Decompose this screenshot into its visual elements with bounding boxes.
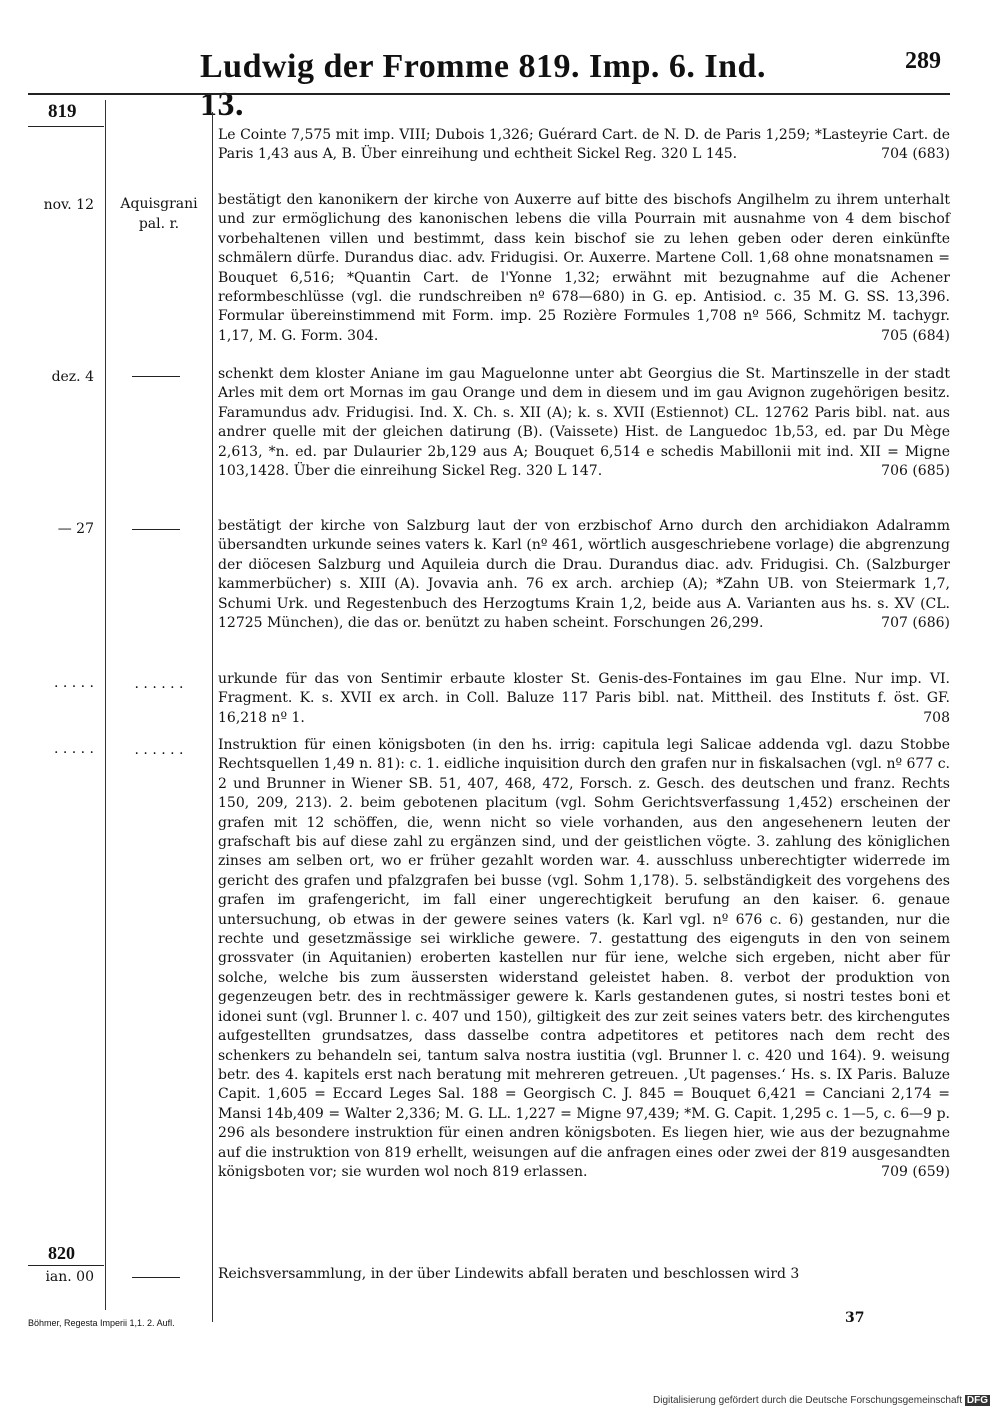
entry-text: urkunde für das von Sentimir erbaute kloster St. Genis-des-Fontaines im gau Elne. Nur imp. VI. Fragment. K. s. XVII ex arch. in Coll. Baluze 117 Paris bibl. nat. Mittheil. des Instituts f. öst. GF. 16,218 nº 1. <box>218 671 950 726</box>
year-marker-bottom: 820 <box>48 1243 75 1263</box>
dfg-logo: DFG <box>966 1395 988 1406</box>
entry-710 <box>218 1265 950 1284</box>
entry-date: nov. 12 <box>43 197 94 213</box>
entry-707 <box>218 517 950 633</box>
entry-date: . . . . . <box>53 675 94 691</box>
entry-705 <box>218 191 950 346</box>
entry-place: . . . . . . <box>134 742 184 758</box>
place-dash <box>132 376 180 377</box>
entry-text: bestätigt der kirche von Salzburg laut der von erzbischof Arno durch den archidiakon Adalramm übersandten urkunde seines vaters k. Karl (nº 461, wörtlich ausgeschriebene vorlage) die abgrenzung der diöcesen Salzburg und Aquileia durch die Drau. Durandus diac. adv. Fridugisi. Ch. (Salzburger kammerbücher) s. XIII (A). Jovavia anh. 76 ex arch. archiep (A); *Zahn UB. von Steiermark 1,7, Schumi Urk. und Regestenbuch des Herzogtums Krain 1,2, beide aus A. Varianten aus hs. s. XV (CL. 12725 München), die das or. benützt zu haben scheint. Forschungen 26,299. <box>218 518 950 632</box>
column-line-date <box>105 100 106 1310</box>
rule-top <box>28 93 950 95</box>
rule-year <box>28 126 104 127</box>
entry-706 <box>218 365 950 481</box>
footer-source: Böhmer, Regesta Imperii 1,1. 2. Aufl. <box>28 1318 175 1328</box>
place-dash <box>132 529 180 530</box>
entry-text: Reichsversammlung, in der über Lindewits abfall beraten und beschlossen wird 3 <box>218 1266 800 1282</box>
year-marker-top: 819 <box>48 101 77 122</box>
page-title: Ludwig der Fromme 819. Imp. 6. Ind. 13. <box>200 48 766 123</box>
signature-mark: 37 <box>845 1310 865 1326</box>
dfg-text: Digitalisierung gefördert durch die Deutsche Forschungsgemeinschaft <box>653 1395 963 1406</box>
entry-ref: 709 (659) <box>881 1163 950 1180</box>
entry-text: Le Cointe 7,575 mit imp. VIII; Dubois 1,326; Guérard Cart. de N. D. de Paris 1,259; *Lasteyrie Cart. de Paris 1,43 aus A, B. Über einreihung und echtheit Sickel Reg. 320 L 145. <box>218 127 950 163</box>
column-line-place <box>212 112 213 1322</box>
entry-text: bestätigt den kanonikern der kirche von Auxerre auf bitte des bischofs Angilhelm zu ihrem unterhalt und zur ermöglichung des kanonischen lebens die villa Pourrain mit ausnahme von 4 dem bischof vorbehaltenen villen und bestimmt, dass kein bischof sie zu lehen geben oder deren einkünfte schmälern dürfe. Durandus diac. adv. Fridugisi. Or. Auxerre. Martene Coll. 1,68 ohne monatsnamen = Bouquet 6,516; *Quantin Cart. de l'Yonne 1,32; erwähnt mit bezugnahme auf die Achener reformbeschlüsse (vgl. die rundschreiben nº 678—680) in G. ep. Antisiod. c. 35 M. G. SS. 13,396. Formular übereinstimmend mit Form. imp. 25 Rozière Formules 1,708 nº 566, Schmitz M. tachygr. 1,17, M. G. Form. 304. <box>218 192 950 344</box>
entry-place: . . . . . . <box>134 676 184 692</box>
entry-place: Aquisgrani pal. r. <box>120 196 198 232</box>
place-dash <box>132 1277 180 1278</box>
entry-date: dez. 4 <box>51 369 94 385</box>
entry-text: schenkt dem kloster Aniane im gau Maguelonne unter abt Georgius die St. Martinszelle in der stadt Arles mit dem ort Mornas im gau Orange und dem in diesem und im gau Avignon zugehörigen besitz. Faramundus adv. Fridugisi. Ind. X. Ch. s. XII (A); k. s. XVII (Estiennot) CL. 12762 Paris bibl. nat. aus andrer quelle mit der gleichen datirung (B). (Vaissete) Hist. de Languedoc 1b,53, ed. par Du Mège 2,613, *n. ed. par Dulaurier 2b,129 aus A; Bouquet 6,514 e schedis Mabillonii mit ind. XII = Migne 103,1428. Über die einreihung Sickel Reg. 320 L 147. <box>218 366 950 480</box>
entry-ref: 706 (685) <box>881 463 950 480</box>
entry-ref: 707 (686) <box>881 615 950 632</box>
dfg-note <box>653 1395 990 1406</box>
rule-year-bottom <box>28 1265 104 1266</box>
entry-ref: 705 (684) <box>881 327 950 344</box>
page-number: 289 <box>905 48 941 74</box>
entry-709 <box>218 736 950 1182</box>
entry-ref: 708 <box>923 709 950 726</box>
entry-ref: 704 (683) <box>881 146 950 163</box>
entry-date: . . . . . <box>53 741 94 757</box>
entry-704 <box>218 126 950 165</box>
entry-708 <box>218 670 950 728</box>
entry-date: ian. 00 <box>45 1269 94 1285</box>
entry-text: Instruktion für einen königsboten (in den hs. irrig: capitula legi Salicae addenda vgl. dazu Stobbe Rechtsquellen 1,49 n. 81): c. 1. eidliche inquisition durch den grafen nur in fiskalsachen (vgl. nº 677 c. 2 und Brunner in Wiener SB. 51, 407, 468, 472, Forsch. z. Gesch. des deutschen und franz. Rechts 150, 209, 213). 2. beim gebotenen placitum (vgl. Sohm Gerichtsverfassung 1,452) erscheinen der grafen mit 12 schöffen, die, wenn nicht so viele vorhanden, aus den angesehenern leuten der grafschaft bis auf diese zahl zu ergänzen sind, und der geistlichen vögte. 3. zahlung des königlichen zinses am selben ort, wo er früher gezahlt worden war. 4. ausschluss unberechtigter widerrede im gericht des grafen und pfalzgrafen bei busse (vgl. Sohm 1,178). 5. selbständigkeit des vorgehens des grafen im grafengericht, im fall einer ungerechtigkeit berufung an den kaiser. 6. genaue untersuchung, ob etwas in der gewere seines vaters (k. Karl vgl. nº 676 c. 6) gestanden, nur die rechte und gesetzmässige sei wirkliche gewere. 7. gestattung des eigenguts in den von seinem grossvater (in Aquitanien) eroberten kastellen nur für iene, welche sich ergeben, nicht aber für solche, welche bis zum äussersten widerstand geleistet haben. 8. verbot der produktion von gegenzeugen betr. des in rechtmässiger gewere k. Karls gestandenen gutes, si nostri testes boni et idonei sunt (vgl. Brunner l. c. 407 und 150), giltigkeit des zur zeit seines vaters betr. des kirchengutes aufgestellten grundsatzes, dass dasselbe contra adpetitores et petitores nach dem recht des schenkers zu behandeln sei, tantum salva nostra iustitia (vgl. Brunner l. c. 420 und 164). 9. weisung betr. des 4. kapitels erst nach beratung mit mehreren getreuen. ,Ut pagenses.‘ Hs. s. IX Paris. Baluze Capit. 1,605 = Eccard Leges Sal. 188 = Georgisch C. J. 845 = Bouquet 6,421 = Canciani 2,174 = Mansi 14b,409 = Walter 2,336; M. G. LL. 1,227 = Migne 97,439; *M. G. Capit. 1,295 c. 1—5, c. 6—9 p. 296 als besondere instruktion für einen andren königsboten. Es liegen hier, wie aus der bezugnahme auf die instruktion von 819 erhellt, weisungen auf die anfragen eines oder zwei der 819 ausgesandten königsboten vor; sie wurden wol noch 819 erlassen. <box>218 737 950 1180</box>
entry-date: — 27 <box>57 521 94 537</box>
